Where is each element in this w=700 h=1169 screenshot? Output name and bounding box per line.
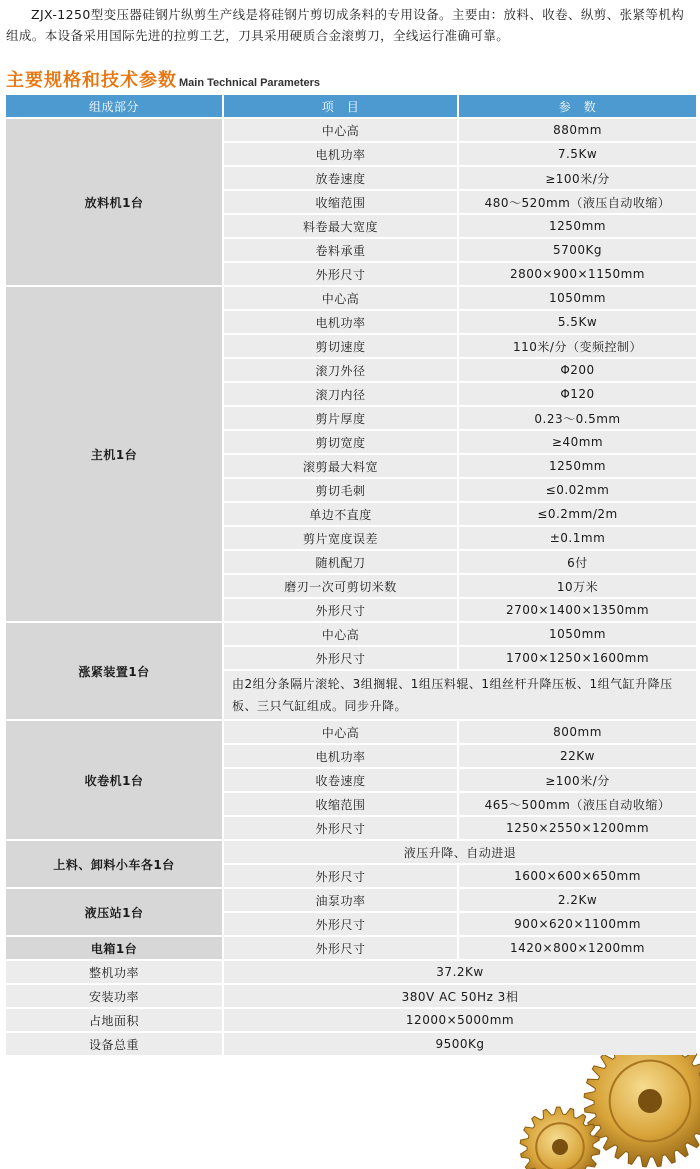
value-cell: 1700×1250×1600mm <box>459 647 696 669</box>
item-cell: 外形尺寸 <box>224 913 457 935</box>
value-cell: 1250mm <box>459 455 696 477</box>
total-label: 设备总重 <box>6 1033 222 1055</box>
total-value: 9500Kg <box>224 1033 696 1055</box>
header-parameter: 参 数 <box>459 95 696 117</box>
span-value: 液压升降、自动进退 <box>224 841 696 863</box>
value-cell: 880mm <box>459 119 696 141</box>
item-cell: 外形尺寸 <box>224 937 457 959</box>
value-cell: 900×620×1100mm <box>459 913 696 935</box>
value-cell: 5.5Kw <box>459 311 696 333</box>
item-cell: 剪片厚度 <box>224 407 457 429</box>
section-heading <box>6 66 320 92</box>
value-cell: 1600×600×650mm <box>459 865 696 887</box>
table-row <box>6 889 696 911</box>
item-cell: 收缩范围 <box>224 793 457 815</box>
item-cell: 电机功率 <box>224 745 457 767</box>
value-cell: 800mm <box>459 721 696 743</box>
total-label: 整机功率 <box>6 961 222 983</box>
value-cell: ≥40mm <box>459 431 696 453</box>
value-cell: 1420×800×1200mm <box>459 937 696 959</box>
value-cell: 10万米 <box>459 575 696 597</box>
specs-table <box>4 93 698 1057</box>
item-cell: 剪切毛刺 <box>224 479 457 501</box>
value-cell: 2.2Kw <box>459 889 696 911</box>
value-cell: ±0.1mm <box>459 527 696 549</box>
total-row <box>6 1033 696 1055</box>
table-row <box>6 119 696 141</box>
item-cell: 滚剪最大料宽 <box>224 455 457 477</box>
section-heading-cn: 主要规格和技术参数 <box>6 70 177 91</box>
value-cell: 2800×900×1150mm <box>459 263 696 285</box>
value-cell: 1250mm <box>459 215 696 237</box>
value-cell: ≥100米/分 <box>459 167 696 189</box>
item-cell: 剪切速度 <box>224 335 457 357</box>
total-value: 37.2Kw <box>224 961 696 983</box>
group-name: 上料、卸料小车各1台 <box>6 841 222 887</box>
item-cell: 收缩范围 <box>224 191 457 213</box>
value-cell: 22Kw <box>459 745 696 767</box>
item-cell: 中心高 <box>224 623 457 645</box>
item-cell: 中心高 <box>224 119 457 141</box>
item-cell: 剪切宽度 <box>224 431 457 453</box>
value-cell: ≥100米/分 <box>459 769 696 791</box>
item-cell: 收卷速度 <box>224 769 457 791</box>
value-cell: 110米/分（变频控制） <box>459 335 696 357</box>
item-cell: 剪片宽度误差 <box>224 527 457 549</box>
item-cell: 卷料承重 <box>224 239 457 261</box>
table-row <box>6 623 696 645</box>
value-cell: 1050mm <box>459 287 696 309</box>
value-cell: ≤0.02mm <box>459 479 696 501</box>
value-cell: Φ120 <box>459 383 696 405</box>
group-name: 收卷机1台 <box>6 721 222 839</box>
header-item: 项 目 <box>224 95 457 117</box>
item-cell: 外形尺寸 <box>224 599 457 621</box>
total-value: 380V AC 50Hz 3相 <box>224 985 696 1007</box>
total-label: 安装功率 <box>6 985 222 1007</box>
value-cell: 0.23～0.5mm <box>459 407 696 429</box>
total-row <box>6 1009 696 1031</box>
group-name: 涨紧装置1台 <box>6 623 222 719</box>
total-label: 占地面积 <box>6 1009 222 1031</box>
value-cell: 1250×2550×1200mm <box>459 817 696 839</box>
value-cell: Φ200 <box>459 359 696 381</box>
item-cell: 外形尺寸 <box>224 647 457 669</box>
item-cell: 料卷最大宽度 <box>224 215 457 237</box>
value-cell: 7.5Kw <box>459 143 696 165</box>
value-cell: 5700Kg <box>459 239 696 261</box>
value-cell: ≤0.2mm/2m <box>459 503 696 525</box>
table-row <box>6 287 696 309</box>
total-row <box>6 985 696 1007</box>
item-cell: 外形尺寸 <box>224 865 457 887</box>
item-cell: 滚刀外径 <box>224 359 457 381</box>
group-name: 放料机1台 <box>6 119 222 285</box>
item-cell: 中心高 <box>224 287 457 309</box>
group-name: 液压站1台 <box>6 889 222 935</box>
value-cell: 465～500mm（液压自动收缩） <box>459 793 696 815</box>
header-component: 组成部分 <box>6 95 222 117</box>
item-cell: 放卷速度 <box>224 167 457 189</box>
value-cell: 1050mm <box>459 623 696 645</box>
section-heading-en: Main Technical Parameters <box>179 77 321 89</box>
note-cell: 由2组分条隔片滚轮、3组搁辊、1组压料辊、1组丝杆升降压板、1组气缸升降压板、三只气缸组成。同步升降。 <box>224 671 696 719</box>
table-row <box>6 841 696 863</box>
item-cell: 外形尺寸 <box>224 263 457 285</box>
item-cell: 随机配刀 <box>224 551 457 573</box>
item-cell: 电机功率 <box>224 311 457 333</box>
item-cell: 磨刃一次可剪切米数 <box>224 575 457 597</box>
table-row <box>6 721 696 743</box>
total-row <box>6 961 696 983</box>
value-cell: 2700×1400×1350mm <box>459 599 696 621</box>
value-cell: 480～520mm（液压自动收缩） <box>459 191 696 213</box>
item-cell: 外形尺寸 <box>224 817 457 839</box>
item-cell: 滚刀内径 <box>224 383 457 405</box>
item-cell: 中心高 <box>224 721 457 743</box>
intro-paragraph: ZJX-1250型变压器硅钢片纵剪生产线是将硅钢片剪切成条料的专用设备。主要由：放料、收卷、纵剪、张紧等机构组成。本设备采用国际先进的拉剪工艺，刀具采用硬质合金滚剪刀，全线运行准确可靠。 <box>6 7 685 43</box>
item-cell: 单边不直度 <box>224 503 457 525</box>
item-cell: 电机功率 <box>224 143 457 165</box>
table-row <box>6 937 696 959</box>
group-name: 主机1台 <box>6 287 222 621</box>
group-name: 电箱1台 <box>6 937 222 959</box>
value-cell: 6付 <box>459 551 696 573</box>
item-cell: 油泵功率 <box>224 889 457 911</box>
table-header-row <box>6 95 696 117</box>
total-value: 12000×5000mm <box>224 1009 696 1031</box>
